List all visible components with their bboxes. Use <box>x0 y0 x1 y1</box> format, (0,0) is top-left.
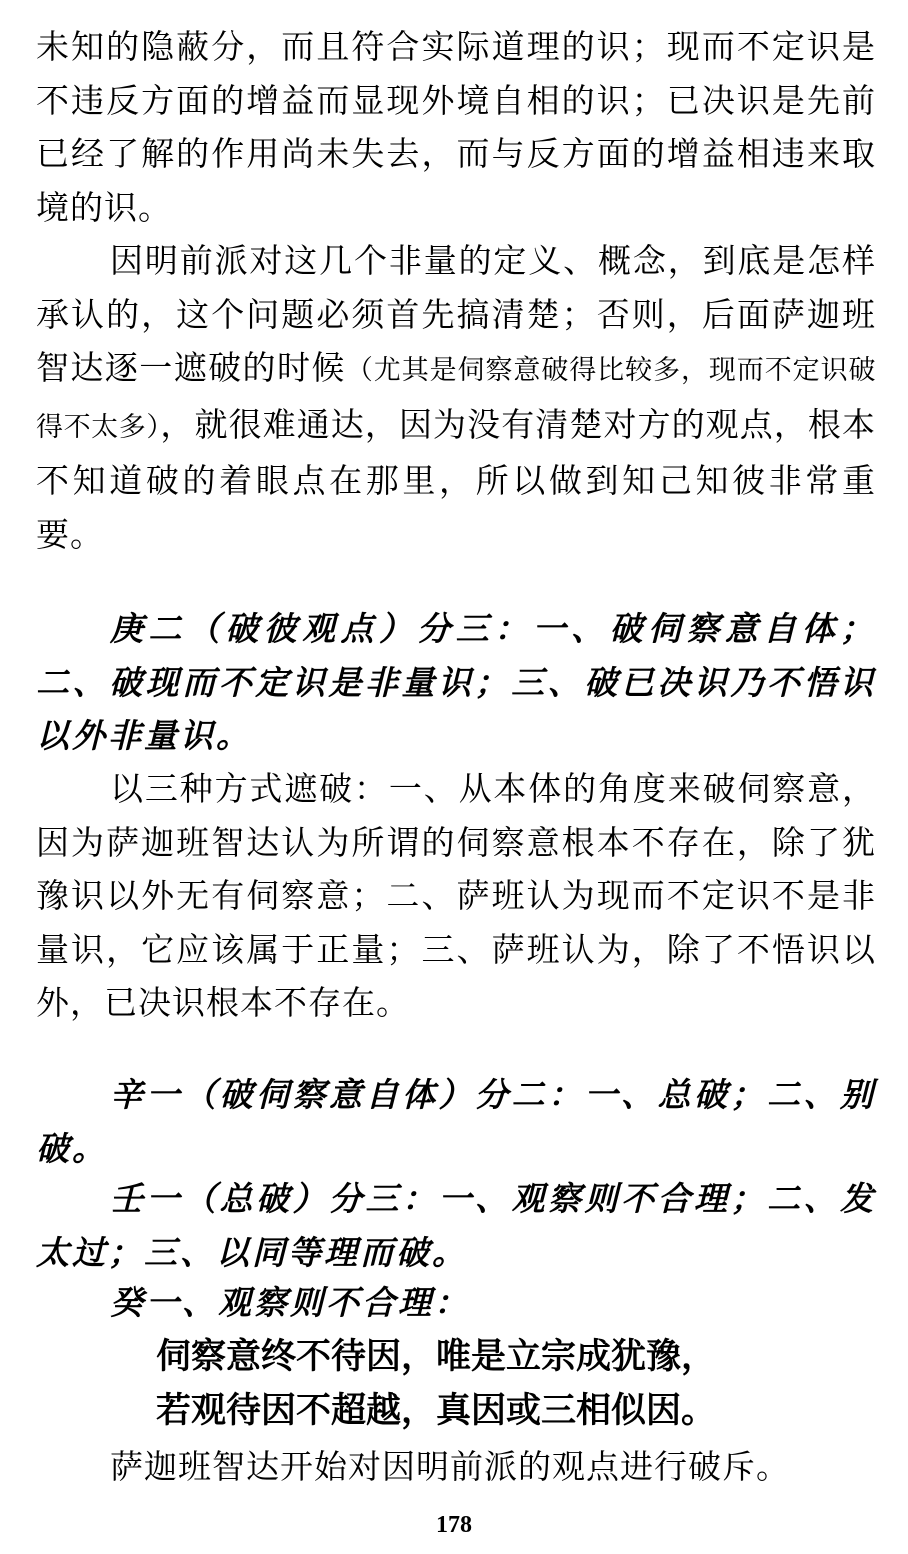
verse-line-2: 若观待因不超越，真因或三相似因。 <box>156 1391 717 1431</box>
paragraph-text-continued: ，就很难通达，因为没有清楚对方的观点，根本不知道破的着眼点在那里，所以做到知己知彼非常重要。 <box>36 404 877 554</box>
paragraph-three-refutations: 以三种方式遮破：一、从本体的角度来破伺察意，因为萨迦班智达认为所谓的伺察意根本不存在，除了犹豫识以外无有伺察意；二、萨班认为现而不定识不是非量识，它应该属于正量；三、萨班认为，除了不悟识以外，已决识根本不存在。 <box>36 769 876 1022</box>
paragraph-refutation-start: 萨迦班智达开始对因明前派的观点进行破斥。 <box>110 1447 790 1486</box>
section-heading-geng-two: 庚二（破彼观点）分三：一、破伺察意自体；二、破现而不定识是非量识；三、破已决识乃不悟识以外非量识。 <box>36 609 876 755</box>
section-heading-ren-one: 壬一（总破）分三：一、观察则不合理；二、发太过；三、以同等理而破。 <box>36 1179 876 1272</box>
section-heading-xin-one: 辛一（破伺察意自体）分二：一、总破；二、别破。 <box>36 1075 876 1168</box>
section-heading-gui-one: 癸一、观察则不合理： <box>110 1283 470 1322</box>
paragraph-definitions: 未知的隐蔽分，而且符合实际道理的识；现而不定识是不违反方面的增益而显现外境自相的识；已决识是先前已经了解的作用尚未失去，而与反方面的增益相违来取境的识。 <box>36 27 876 227</box>
verse-line-1: 伺察意终不待因，唯是立宗成犹豫， <box>156 1337 717 1377</box>
paragraph-prior-school-views <box>36 234 876 561</box>
page-number: 178 <box>436 1512 472 1538</box>
inline-note: （尤其是伺察意破得比较多，现而不定识破得不太多） <box>36 355 877 443</box>
paragraph-text: 因明前派对这几个非量的定义、概念，到底是怎样承认的，这个问题必须首先搞清楚；否则，后面萨迦班智达逐一遮破的时候 <box>36 241 876 387</box>
